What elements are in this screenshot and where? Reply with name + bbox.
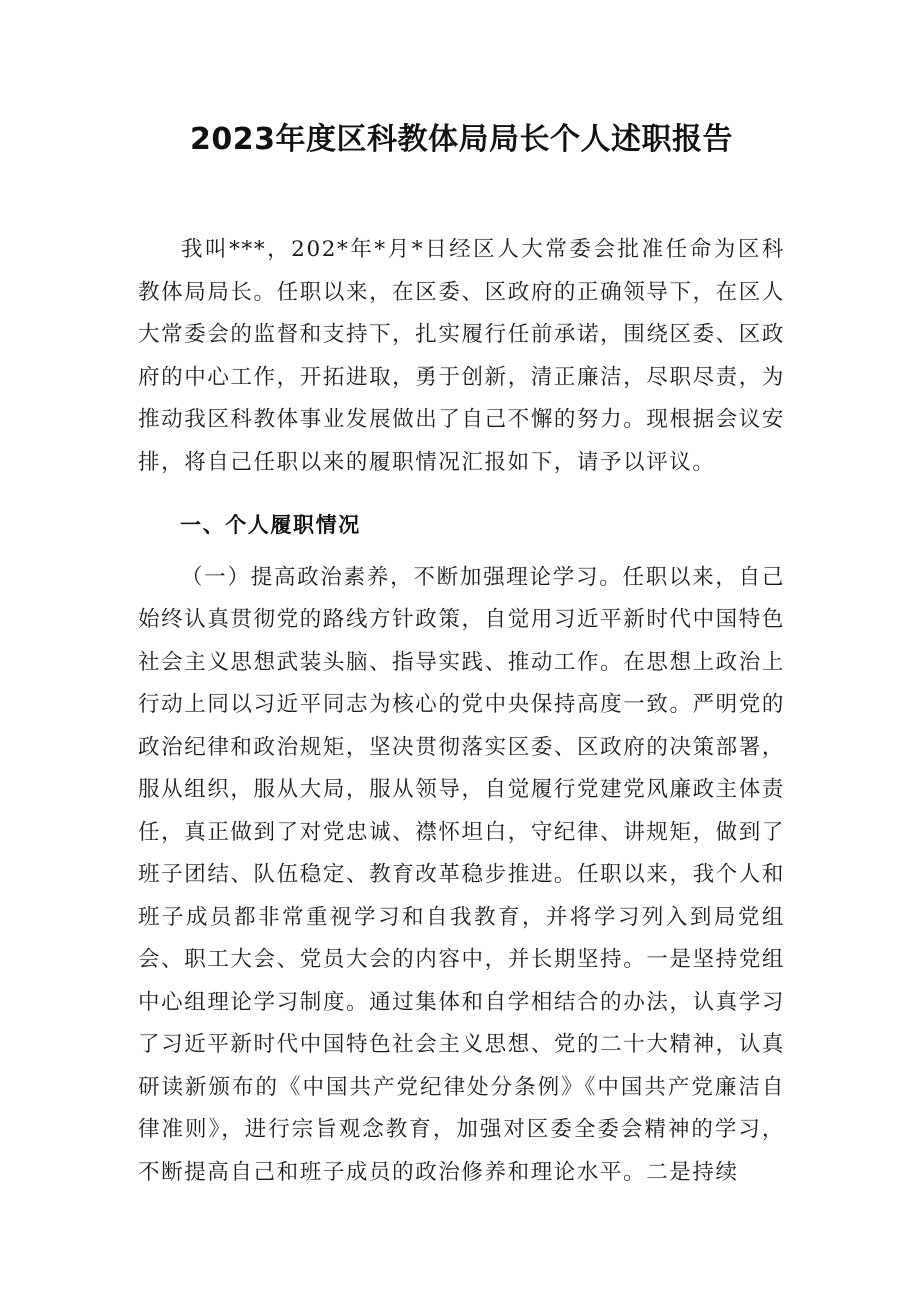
section-heading-personal-duties: 一、个人履职情况 <box>180 513 361 537</box>
section-paragraph-political-study: （一）提高政治素养，不断加强理论学习。任职以来，自己始终认真贯彻党的路线方针政策，自觉用习近平新时代中国特色社会主义思想武装头脑、指导实践、推动工作。在思想上政治上行动上同以习近平同志为核心的党中央保持高度一致。严明党的政治纪律和政治规矩，坚决贯彻落实区委、区政府的决策部署，服从组织，服从大局，服从领导，自觉履行党建党风廉政主体责任，真正做到了对党忠诚、襟怀坦白，守纪律、讲规矩，做到了班子团结、队伍稳定、教育改革稳步推进。任职以来，我个人和班子成员都非常重视学习和自我教育，并将学习列入到局党组会、职工大会、党员大会的内容中，并长期坚持。一是坚持党组中心组理论学习制度。通过集体和自学相结合的办法，认真学习了习近平新时代中国特色社会主义思想、党的二十大精神，认真研读新颁布的《中国共产党纪律处分条例》《中国共产党廉洁自律准则》，进行宗旨观念教育，加强对区委全委会精神的学习，不断提高自己和班子成员的政治修养和理论水平。二是持续 <box>138 564 785 1185</box>
document-title: 2023年度区科教体局局长个人述职报告 <box>190 122 733 157</box>
intro-paragraph: 我叫***，202*年*月*日经区人大常委会批准任命为区科教体局局长。任职以来，在区委、区政府的正确领导下，在区人大常委会的监督和支持下，扎实履行任前承诺，围绕区委、区政府的中心工作，开拓进取，勇于创新，清正廉洁，尽职尽责，为推动我区科教体事业发展做出了自己不懈的努力。现根据会议安排，将自己任职以来的履职情况汇报如下，请予以评议。 <box>138 237 785 475</box>
